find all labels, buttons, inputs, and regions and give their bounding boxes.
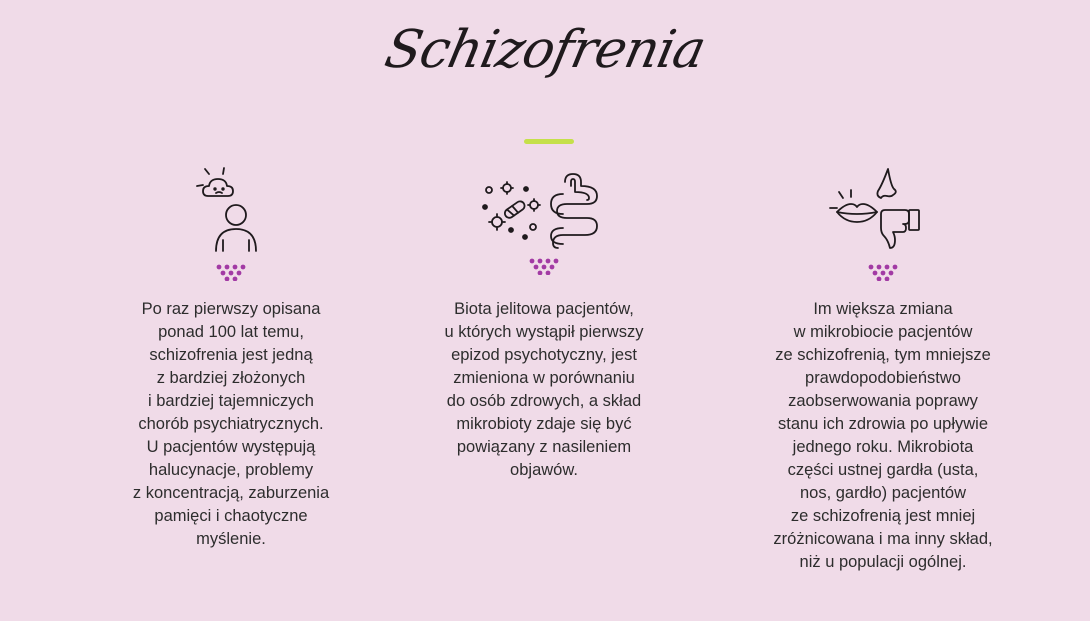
text-line: ze schizofrenią, tym mniejsze — [775, 346, 991, 364]
dot — [877, 265, 882, 270]
dot — [225, 277, 230, 281]
text-line: U pacjentów występują — [146, 438, 316, 456]
dot — [554, 259, 559, 264]
text-line: halucynacje, problemy — [148, 461, 314, 479]
hallucination-person-icon — [191, 160, 271, 256]
text-line: stanu ich zdrowia po upływie — [777, 415, 989, 433]
text-line: zaobserwowania poprawy — [788, 392, 978, 410]
text-line: powiązany z nasileniem — [456, 438, 632, 456]
dot — [538, 259, 543, 264]
dot — [869, 265, 874, 270]
dot — [217, 265, 222, 270]
column-3-text — [733, 298, 1033, 574]
dot — [241, 265, 246, 270]
text-line: niż u populacji ogólnej. — [799, 553, 967, 571]
text-line: prawdopodobieństwo — [805, 369, 961, 387]
text-line: mikrobioty zdaje się być — [456, 415, 632, 433]
text-line: u których wystąpił pierwszy — [444, 323, 644, 341]
dot — [546, 259, 551, 264]
dot — [885, 277, 890, 281]
text-line: pamięci i chaotyczne — [154, 507, 308, 525]
text-line: schizofrenia jest jedną — [149, 346, 313, 364]
text-line: zróżnicowana i ma inny skład, — [773, 530, 993, 548]
dot — [893, 265, 898, 270]
accent-bar — [524, 139, 574, 144]
dots-marker — [527, 257, 561, 275]
dot — [233, 277, 238, 281]
dot — [530, 259, 535, 264]
gut-microbiota-icon — [479, 160, 609, 250]
dot — [538, 271, 543, 275]
text-line: ponad 100 lat temu, — [158, 323, 304, 341]
text-line: zmieniona w porównaniu — [453, 369, 635, 387]
text-line: jednego roku. Mikrobiota — [792, 438, 974, 456]
mouth-nose-thumbs-down-icon — [827, 160, 939, 256]
text-line: w mikrobiocie pacjentów — [793, 323, 973, 341]
text-line: Im większa zmiana — [813, 300, 953, 318]
dot — [889, 271, 894, 276]
dot — [885, 265, 890, 270]
dot — [542, 265, 547, 270]
column-2-text — [394, 298, 694, 482]
dot — [229, 271, 234, 276]
dots-marker — [866, 263, 900, 281]
text-line: z koncentracją, zaburzenia — [132, 484, 330, 502]
text-line: ze schizofrenią jest mniej — [790, 507, 976, 525]
dot — [546, 271, 551, 275]
text-line: i bardziej tajemniczych — [148, 392, 314, 410]
dot — [550, 265, 555, 270]
dot — [877, 277, 882, 281]
dot — [221, 271, 226, 276]
text-line: epizod psychotyczny, jest — [451, 346, 637, 364]
text-line: do osób zdrowych, a skład — [446, 392, 642, 410]
dot — [534, 265, 539, 270]
dot — [881, 271, 886, 276]
dot — [233, 265, 238, 270]
column-1-text — [81, 298, 381, 551]
dot — [225, 265, 230, 270]
text-line: części ustnej gardła (usta, — [787, 461, 979, 479]
text-line: chorób psychiatrycznych. — [138, 415, 324, 433]
text-line: z bardziej złożonych — [156, 369, 306, 387]
page-title: Schizofrenia — [379, 20, 711, 80]
text-line: Po raz pierwszy opisana — [141, 300, 321, 318]
dots-marker — [214, 263, 248, 281]
text-line: nos, gardło) pacjentów — [799, 484, 966, 502]
dot — [237, 271, 242, 276]
text-line: objawów. — [510, 461, 578, 479]
text-line: Biota jelitowa pacjentów, — [454, 300, 634, 318]
text-line: myślenie. — [196, 530, 266, 548]
dot — [873, 271, 878, 276]
